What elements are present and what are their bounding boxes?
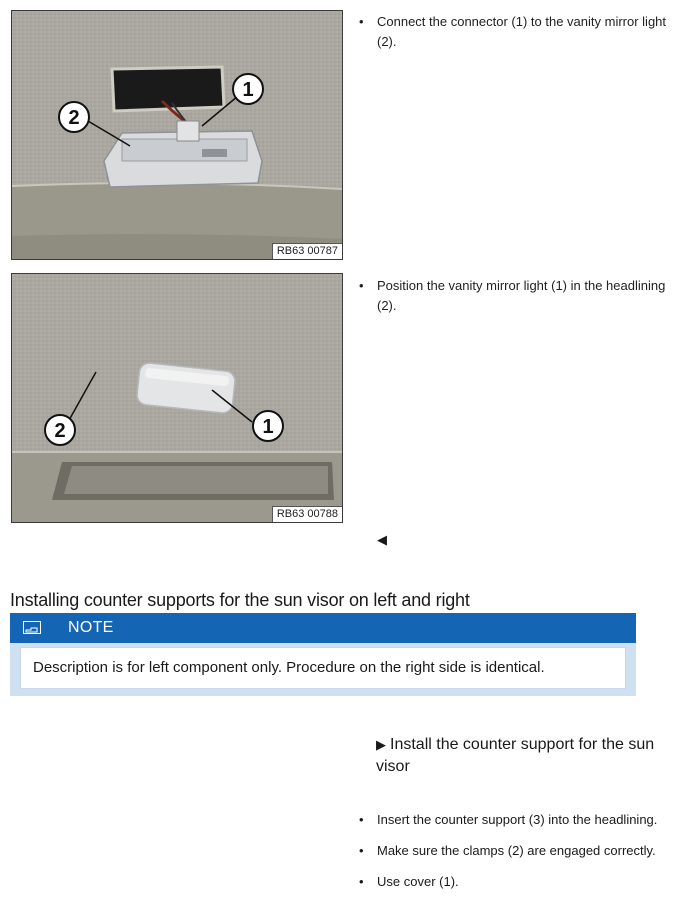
photo-position-light-illustration xyxy=(12,274,342,522)
procedure-steps xyxy=(359,810,657,903)
note-title: NOTE xyxy=(68,619,114,636)
callout-label: 2 xyxy=(68,107,80,129)
note-text: Description is for left component only. Procedure on the right side is identical. xyxy=(33,659,545,676)
section-heading: Installing counter supports for the sun visor on left and right xyxy=(10,590,470,610)
figure-position-light xyxy=(11,273,343,523)
figure-code: RB63 00788 xyxy=(272,506,342,522)
note-header xyxy=(10,613,636,643)
instruction-item: • Connect the connector (1) to the vanity mirror light (2). xyxy=(359,12,684,52)
instructions-block-2 xyxy=(359,276,684,316)
play-marker-icon: ▶ xyxy=(376,737,386,752)
procedure-step: • Use cover (1). xyxy=(359,872,657,892)
procedure-heading-text: Install the counter support for the sun visor xyxy=(376,736,655,775)
end-marker-icon: ◀ xyxy=(377,532,387,547)
procedure-step: • Insert the counter support (3) into the headlining. xyxy=(359,810,657,830)
callout-label: 1 xyxy=(262,416,274,438)
procedure-heading xyxy=(376,734,676,778)
note-box xyxy=(10,613,636,696)
instruction-item: • Position the vanity mirror light (1) in the headlining (2). xyxy=(359,276,684,316)
instructions-block-1 xyxy=(359,12,684,52)
figure-connector xyxy=(11,10,343,260)
photo-connector-illustration xyxy=(12,11,342,259)
figure-code: RB63 00787 xyxy=(272,243,342,259)
callout-label: 2 xyxy=(54,420,66,442)
callout-label: 1 xyxy=(242,79,254,101)
note-body xyxy=(20,647,626,689)
procedure-step: • Make sure the clamps (2) are engaged correctly. xyxy=(359,841,657,861)
note-hand-icon xyxy=(23,621,41,634)
